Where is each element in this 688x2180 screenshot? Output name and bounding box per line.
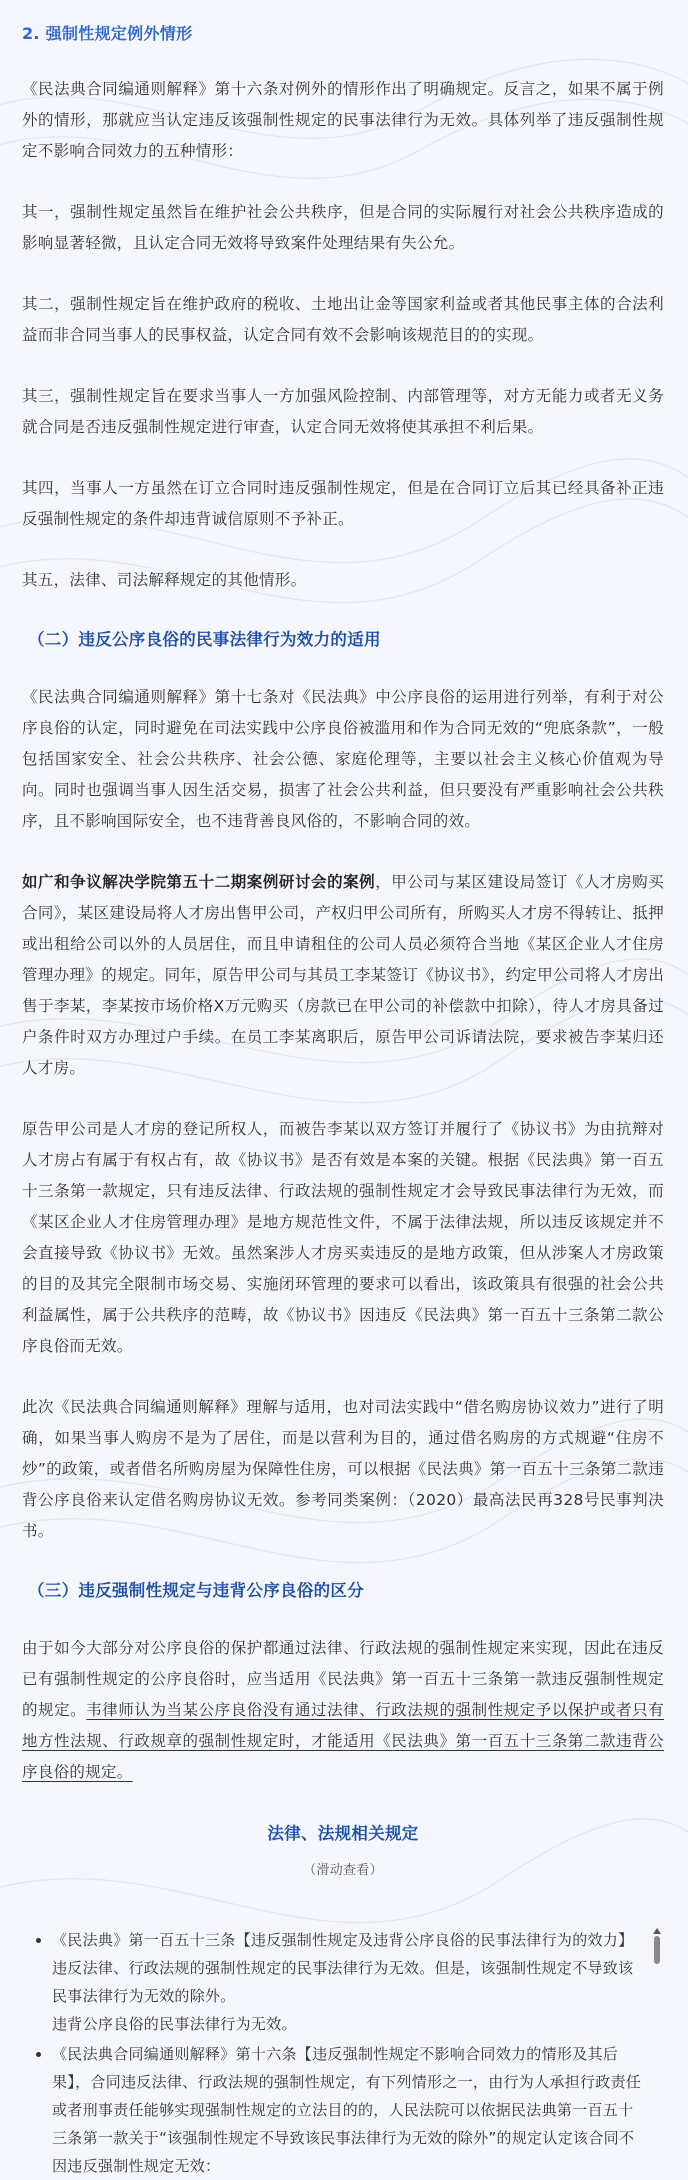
case-paragraph-lead: 如广和争议解决学院第五十二期案例研讨会的案例 — [22, 873, 376, 891]
case-paragraph-body: ，甲公司与某区建设局签订《人才房购买合同》，某区建设局将人才房出售甲公司，产权归甲公司所有，所购买人才房不得转让、抵押或出租给公司以外的人员居住，而且申请租住的公司人员必须符合当地《某区企业人才住房管理办理》的规定。同年，原告甲公司与其员工李某签订《协议书》，约定甲公司将人才房出售于李某，李某按市场价格X万元购买（房款已在甲公司的补偿款中扣除），待人才房具备过户条件时双方办理过户手续。在员工李某离职后，原告甲公司诉请法院，要求被告李某归还人才房。 — [22, 873, 664, 1077]
regulations-list — [22, 1926, 646, 2180]
regulation-item-text: 《民法典》第一百五十三条【违反强制性规定及违背公序良俗的民事法律行为的效力】违反法律、行政法规的强制性规定的民事法律行为无效。但是，该强制性规定不导致该民事法律行为无效的除外。 — [52, 1931, 634, 2005]
exceptions-intro: 《民法典合同编通则解释》第十六条对例外的情形作出了明确规定。反言之，如果不属于例外的情形，那就应当认定违反该强制性规定的民事法律行为无效。具体列举了违反强制性规定不影响合同效力的五种情形： — [22, 80, 664, 160]
exception-item-5: 其五，法律、司法解释规定的其他情形。 — [22, 571, 307, 589]
regulation-item-text: 《民法典合同编通则解释》第十六条【违反强制性规定不影响合同效力的情形及其后果】，合同违反法律、行政法规的强制性规定，有下列情形之一，由行为人承担行政责任或者刑事责任能够实现强制性规定的立法目的的，人民法院可以依据民法典第一百五十三条第一款关于“该强制性规定不导致该民事法律行为无效的除外”的规定认定该合同不因违反强制性规定无效： — [52, 2045, 642, 2175]
regulation-item — [52, 2040, 646, 2180]
regulations-scrollbar[interactable] — [654, 1936, 660, 1964]
section-heading-public-order: （二）违反公序良俗的民事法律行为效力的适用 — [28, 630, 381, 649]
nominee-purchase-paragraph: 此次《民法典合同编通则解释》理解与适用，也对司法实践中“借名购房协议效力”进行了明确，如果当事人购房不是为了居住，而是以营利为目的，通过借名购房的方式规避“住房不炒”的政策，或者借名所购房屋为保障性住房，可以根据《民法典》第一百五十三条第二款违背公序良俗来认定借名购房协议无效。参考同类案例：（2020）最高法民再328号民事判决书。 — [22, 1398, 664, 1540]
exception-item-2: 其二，强制性规定旨在维护政府的税收、土地出让金等国家利益或者其他民事主体的合法利益而非合同当事人的民事权益，认定合同有效不会影响该规范目的的实现。 — [22, 295, 664, 344]
section-heading-exceptions: 2. 强制性规定例外情形 — [22, 24, 193, 43]
public-order-paragraph-1: 《民法典合同编通则解释》第十七条对《民法典》中公序良俗的运用进行列举，有利于对公序良俗的认定，同时避免在司法实践中公序良俗被滥用和作为合同无效的“兜底条款”，一般包括国家安全、社会公共秩序、社会公德、家庭伦理等，主要以社会主义核心价值观为导向。同时也强调当事人因生活交易，损害了社会公共利益，但只要没有严重影响社会公共秩序，且不影响国际安全，也不违背善良风俗的，不影响合同的效。 — [22, 688, 664, 830]
regulations-scroll-box[interactable] — [22, 1926, 664, 2175]
exception-item-4: 其四，当事人一方虽然在订立合同时违反强制性规定，但是在合同订立后其已经具备补正违反强制性规定的条件却违背诚信原则不予补正。 — [22, 479, 664, 528]
exception-item-3: 其三，强制性规定旨在要求当事人一方加强风险控制、内部管理等，对方无能力或者无义务就合同是否违反强制性规定进行审查，认定合同无效将使其承担不利后果。 — [22, 387, 664, 436]
case-paragraph — [22, 867, 664, 1084]
section-heading-distinction: （三）违反强制性规定与违背公序良俗的区分 — [28, 1581, 364, 1600]
exception-item-1: 其一，强制性规定虽然旨在维护社会公共秩序，但是合同的实际履行对社会公共秩序造成的影响显著轻微，且认定合同无效将导致案件处理结果有失公允。 — [22, 203, 664, 252]
distinction-plain-text: 由于如今大部分对公序良俗的保护都通过法律、行政法规的强制性规定来实现，因此在违反已有强制性规定的公序良俗时，应当适用《民法典》第一百五十三条第一款违反强制性规定的规定。 — [22, 1639, 664, 1719]
scroll-up-arrow-icon[interactable] — [653, 1928, 661, 1934]
regulation-item — [52, 1926, 646, 2038]
case-analysis-paragraph: 原告甲公司是人才房的登记所权人，而被告李某以双方签订并履行了《协议书》为由抗辩对人才房占有属于有权占有，故《协议书》是否有效是本案的关键。根据《民法典》第一百五十三条第一款规定，只有违反法律、行政法规的强制性规定才会导致民事法律行为无效，而《某区企业人才住房管理办理》是地方规范性文件，不属于法律法规，所以违反该规定并不会直接导致《协议书》无效。虽然案涉人才房买卖违反的是地方政策，但从涉案人才房政策的目的及其完全限制市场交易、实施闭环管理的要求可以看出，该政策具有很强的社会公共利益属性，属于公共秩序的范畴，故《协议书》因违反《民法典》第一百五十三条第二款公序良俗而无效。 — [22, 1120, 664, 1355]
regulation-item-extra: 违背公序良俗的民事法律行为无效。 — [52, 2015, 297, 2033]
distinction-paragraph — [22, 1633, 664, 1788]
distinction-underlined-text: 韦律师认为当某公序良俗没有通过法律、行政法规的强制性规定予以保护或者只有地方性法规、行政规章的强制性规定时，才能适用《民法典》第一百五十三条第二款违背公序良俗的规定。 — [22, 1701, 664, 1781]
regulations-subtitle: （滑动查看） — [303, 1863, 383, 1878]
regulations-title: 法律、法规相关规定 — [267, 1824, 419, 1843]
